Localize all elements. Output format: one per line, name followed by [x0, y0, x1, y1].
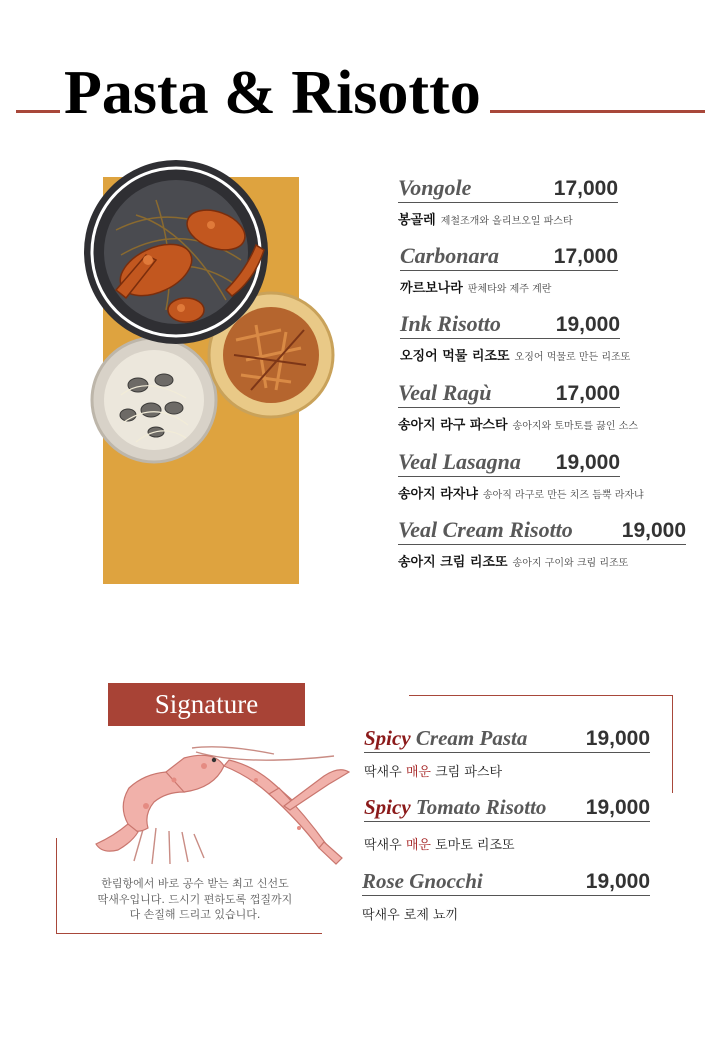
item-price: 19,000 — [585, 727, 650, 750]
item-price: 19,000 — [585, 796, 650, 819]
item-name: Veal Cream Risotto — [398, 517, 573, 542]
item-korean-name: 송아지 크림 리조또 — [398, 555, 508, 570]
item-description: 제철조개와 올리브오일 파스타 — [440, 216, 573, 227]
signature-item — [362, 869, 650, 923]
menu-item — [398, 175, 618, 229]
shrimp-illustration — [74, 736, 354, 876]
title-rule-left — [16, 110, 60, 113]
note-line: 딱새우입니다. 드시기 편하도록 껍질까지 — [97, 892, 293, 906]
item-price: 17,000 — [553, 177, 618, 200]
item-korean-name: 송아지 라구 파스타 — [398, 418, 508, 433]
menu-item — [398, 517, 686, 571]
signature-note — [70, 876, 320, 923]
signature-banner: Signature — [108, 683, 305, 726]
item-name — [364, 726, 527, 751]
item-price: 19,000 — [555, 313, 620, 336]
spicy-korean: 매운 — [405, 838, 431, 853]
item-name-text: Cream Pasta — [415, 726, 528, 750]
page-title: Pasta & Risotto — [64, 59, 481, 127]
spicy-korean: 매운 — [405, 765, 431, 780]
item-name: Rose Gnocchi — [362, 869, 483, 893]
item-name-text: Tomato Risotto — [415, 795, 547, 819]
item-korean-name: 까르보나라 — [400, 281, 463, 296]
item-korean-name: 딱새우 로제 뇨끼 — [362, 908, 459, 923]
item-name: Vongole — [398, 175, 472, 200]
item-korean-name: 봉골레 — [398, 213, 436, 228]
menu-item — [400, 311, 631, 365]
item-price: 17,000 — [553, 245, 618, 268]
item-description: 송아직 라구로 만든 치즈 듬뿍 라자냐 — [482, 490, 644, 501]
menu-item — [400, 243, 618, 297]
item-name: Ink Risotto — [400, 311, 501, 336]
pasta-dishes-image — [76, 160, 340, 470]
item-price: 17,000 — [555, 382, 620, 405]
item-price: 19,000 — [585, 870, 650, 893]
item-korean-name: 송아지 라자냐 — [398, 487, 478, 502]
item-name: Veal Lasagna — [398, 449, 521, 474]
item-korean-name: 딱새우 — [364, 765, 402, 780]
item-price: 19,000 — [555, 451, 620, 474]
item-korean-name: 딱새우 — [364, 838, 402, 853]
item-description: 판체타와 제주 계란 — [467, 284, 552, 295]
menu-item — [398, 380, 638, 434]
spicy-label: Spicy — [364, 795, 411, 819]
item-description: 오징어 먹물로 만든 리조또 — [514, 352, 631, 363]
spicy-label: Spicy — [364, 726, 411, 750]
signature-item — [364, 795, 650, 853]
item-description: 송아지 구이와 크림 리조또 — [512, 558, 629, 569]
title-rule-right — [490, 110, 705, 113]
signature-item — [364, 726, 650, 780]
menu-item — [398, 449, 644, 503]
item-name: Carbonara — [400, 243, 500, 268]
item-name: Veal Ragù — [398, 380, 492, 405]
item-korean-suffix: 크림 파스타 — [435, 765, 503, 780]
item-korean-suffix: 토마토 리조또 — [435, 838, 515, 853]
item-price: 19,000 — [621, 519, 686, 542]
note-line: 다 손질해 드리고 있습니다. — [129, 908, 261, 922]
item-korean-name: 오징어 먹물 리조또 — [400, 349, 510, 364]
note-line: 한림항에서 바로 공수 받는 최고 신선도 — [101, 877, 289, 890]
item-name — [364, 795, 546, 820]
item-description: 송아지와 토마토를 끓인 소스 — [512, 421, 638, 432]
